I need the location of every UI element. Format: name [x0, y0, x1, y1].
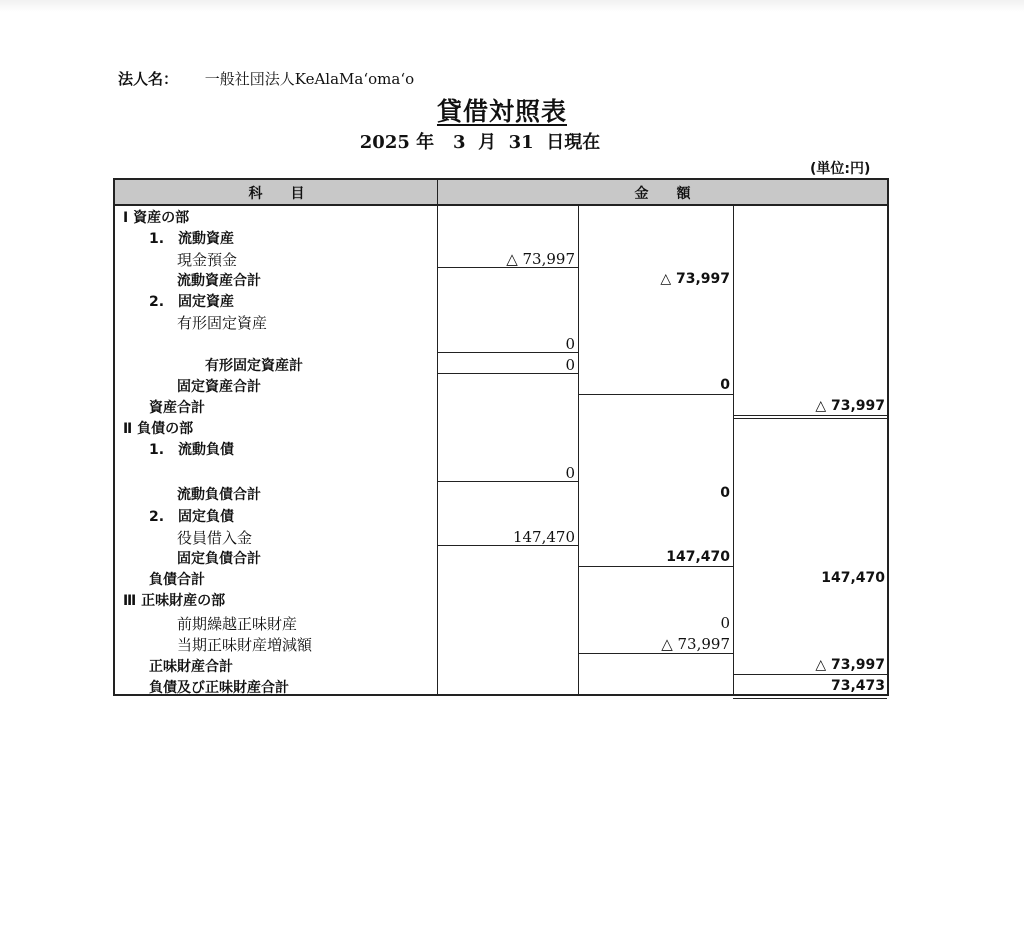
- row-label: 有形固定資産: [177, 314, 268, 332]
- document-title: 貸借対照表: [436, 97, 567, 126]
- row-label: 現金預金: [177, 251, 238, 269]
- table-row: [115, 311, 887, 332]
- corporation-label: 法人名：: [118, 70, 179, 88]
- table-row: [115, 676, 887, 697]
- row-label: 役員借入金: [177, 529, 253, 547]
- amount-c2: 0: [720, 377, 730, 393]
- table-row: [115, 290, 887, 311]
- amount-c1: 147,470: [512, 528, 575, 546]
- date-year: 2025: [359, 132, 410, 153]
- report-date: [0, 128, 960, 154]
- amount-c2: 0: [720, 614, 730, 632]
- table-row: [115, 633, 887, 654]
- table-row: [115, 248, 887, 269]
- table-row: [115, 505, 887, 526]
- date-year-unit: 年: [416, 132, 435, 153]
- corporation-line: [118, 68, 414, 89]
- row-label: Ⅱ 負債の部: [123, 421, 194, 437]
- amount-c3: 73,473: [830, 678, 885, 694]
- amount-c3: 147,470: [821, 570, 885, 586]
- table-row: [115, 438, 887, 459]
- table-row: [115, 568, 887, 589]
- row-label: Ⅲ 正味財産の部: [123, 593, 226, 609]
- amount-c2: △ 73,997: [660, 271, 730, 287]
- corporation-name: 一般社団法人KeAlaMaʻomaʻo: [204, 70, 415, 88]
- row-label: 1. 流動負債: [149, 442, 235, 458]
- amount-c1: 0: [565, 356, 575, 374]
- table-row: [115, 396, 887, 417]
- row-label: 固定資産合計: [177, 379, 261, 395]
- row-label: 流動負債合計: [177, 487, 261, 503]
- row-label: 2. 固定負債: [149, 509, 235, 525]
- row-label: 流動資産合計: [177, 273, 261, 289]
- table-row: [115, 417, 887, 438]
- table-row: [115, 612, 887, 633]
- date-month-unit: 月: [478, 132, 497, 153]
- amount-c1: △ 73,997: [506, 250, 575, 268]
- table-row: [115, 375, 887, 396]
- amount-c3: △ 73,997: [815, 657, 885, 673]
- date-month: 3: [452, 132, 466, 153]
- amount-c1: 0: [565, 335, 575, 353]
- table-row: [115, 483, 887, 504]
- row-label: 当期正味財産増減額: [177, 636, 313, 654]
- table-row: [115, 333, 887, 354]
- header-subject: 科 目: [248, 186, 305, 202]
- row-label: 前期繰越正味財産: [177, 615, 298, 633]
- amount-c2: 0: [720, 485, 730, 501]
- page-top-shade: [0, 0, 1024, 12]
- header-amount: 金 額: [634, 186, 691, 202]
- row-label: 正味財産合計: [149, 659, 233, 675]
- amount-c1: 0: [565, 464, 575, 482]
- row-label: 有形固定資産計: [205, 358, 303, 374]
- table-row: [115, 589, 887, 610]
- balance-sheet-table: [113, 178, 889, 696]
- date-day-suffix: 日現在: [546, 132, 601, 153]
- amount-c2: 147,470: [666, 549, 730, 565]
- unit-label: (単位:円): [810, 161, 871, 177]
- table-row: [115, 655, 887, 676]
- rule-c3-total-2: [733, 698, 887, 699]
- row-label: 1. 流動資産: [149, 231, 235, 247]
- table-row: [115, 547, 887, 568]
- row-label: 負債合計: [149, 572, 205, 588]
- row-label: 2. 固定資産: [149, 294, 235, 310]
- amount-c2: △ 73,997: [661, 635, 730, 653]
- row-label: 負債及び正味財産合計: [149, 680, 289, 696]
- table-row: [115, 462, 887, 483]
- table-row: [115, 354, 887, 375]
- date-day: 31: [508, 132, 534, 153]
- table-row: [115, 269, 887, 290]
- amount-c3: △ 73,997: [815, 398, 885, 414]
- table-row: [115, 227, 887, 248]
- row-label: Ⅰ 資産の部: [123, 210, 190, 226]
- table-row: [115, 206, 887, 227]
- table-row: [115, 526, 887, 547]
- row-label: 資産合計: [149, 400, 205, 416]
- row-label: 固定負債合計: [177, 551, 261, 567]
- table-header: [115, 180, 887, 206]
